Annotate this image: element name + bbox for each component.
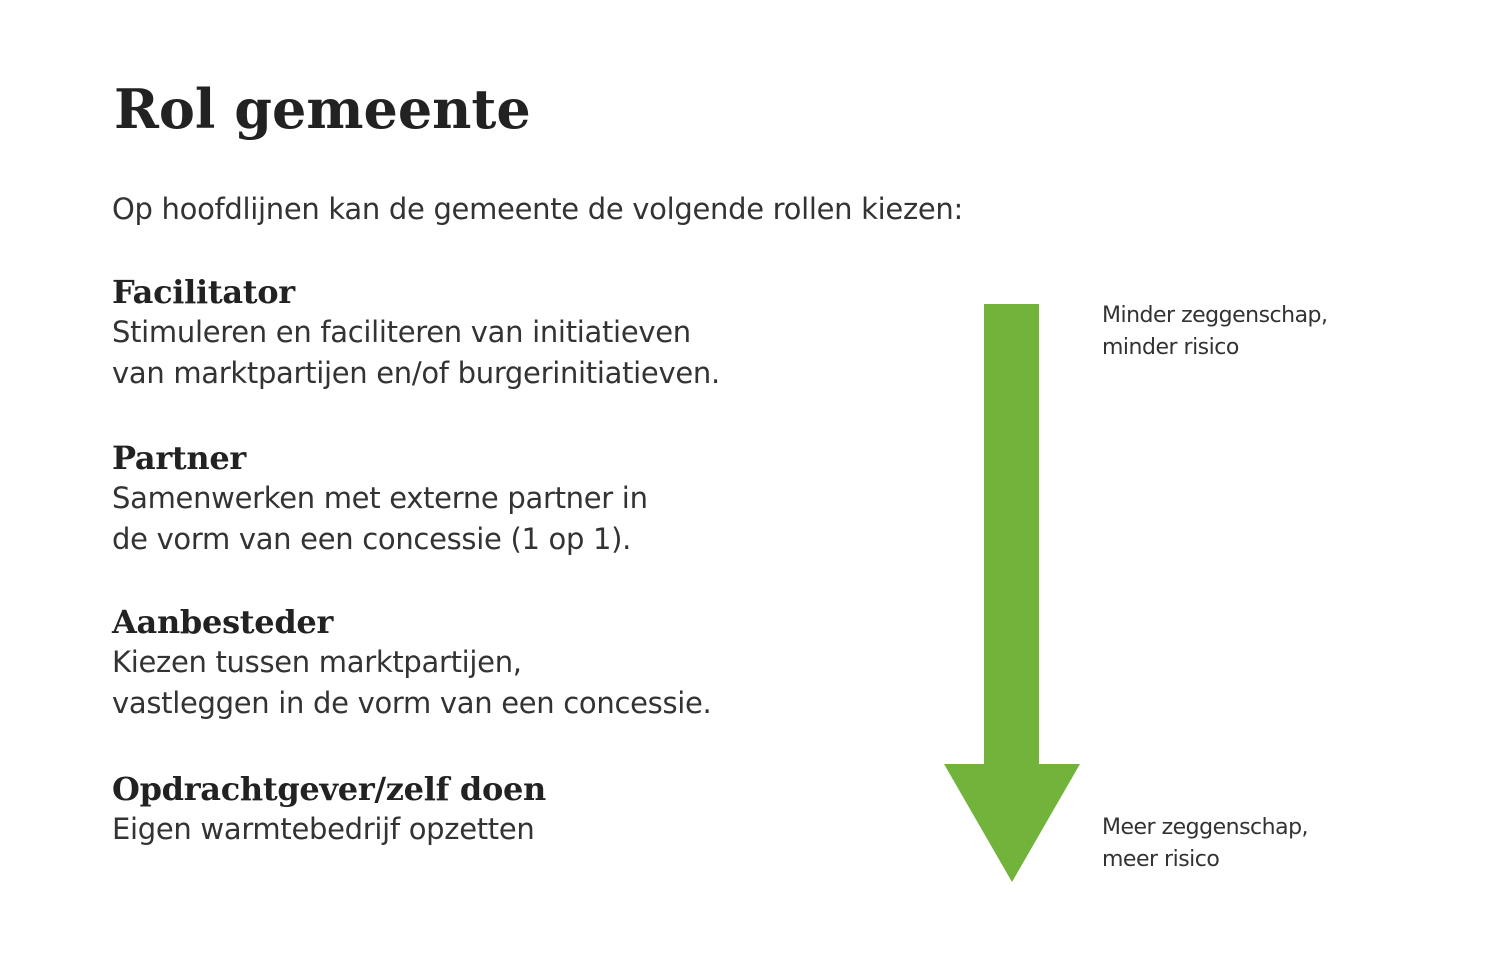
- role-facilitator: [112, 272, 832, 394]
- role-description-line: Kiezen tussen marktpartijen,: [112, 645, 522, 679]
- role-description: [112, 642, 832, 724]
- scale-bottom-label: [1102, 812, 1308, 876]
- scale-top-label: [1102, 300, 1328, 364]
- role-description: [112, 312, 832, 394]
- arrow-shape: [944, 304, 1080, 882]
- role-name: Facilitator: [112, 273, 295, 311]
- scale-top-label-line: minder risico: [1102, 335, 1239, 360]
- role-description-line: Stimuleren en faciliteren van initiatieven: [112, 315, 691, 349]
- intro-text: Op hoofdlijnen kan de gemeente de volgende rollen kiezen:: [112, 192, 963, 226]
- scale-top-label-line: Minder zeggenschap,: [1102, 303, 1328, 328]
- role-opdrachtgever: [112, 769, 832, 850]
- role-name: Partner: [112, 439, 246, 477]
- role-description: [112, 809, 832, 850]
- role-description-line: vastleggen in de vorm van een concessie.: [112, 686, 712, 720]
- role-name: Opdrachtgever/zelf doen: [112, 770, 547, 808]
- role-partner: [112, 438, 832, 560]
- role-description-line: Eigen warmtebedrijf opzetten: [112, 812, 535, 846]
- role-description-line: van marktpartijen en/of burgerinitiatieven.: [112, 356, 720, 390]
- scale-bottom-label-line: Meer zeggenschap,: [1102, 815, 1309, 840]
- arrow-down-icon: [944, 304, 1080, 882]
- role-description-line: Samenwerken met externe partner in: [112, 481, 648, 515]
- role-description: [112, 478, 832, 560]
- role-aanbesteder: [112, 602, 832, 724]
- page-title: Rol gemeente: [114, 77, 531, 141]
- role-description-line: de vorm van een concessie (1 op 1).: [112, 522, 632, 556]
- scale-bottom-label-line: meer risico: [1102, 847, 1220, 872]
- role-name: Aanbesteder: [112, 603, 334, 641]
